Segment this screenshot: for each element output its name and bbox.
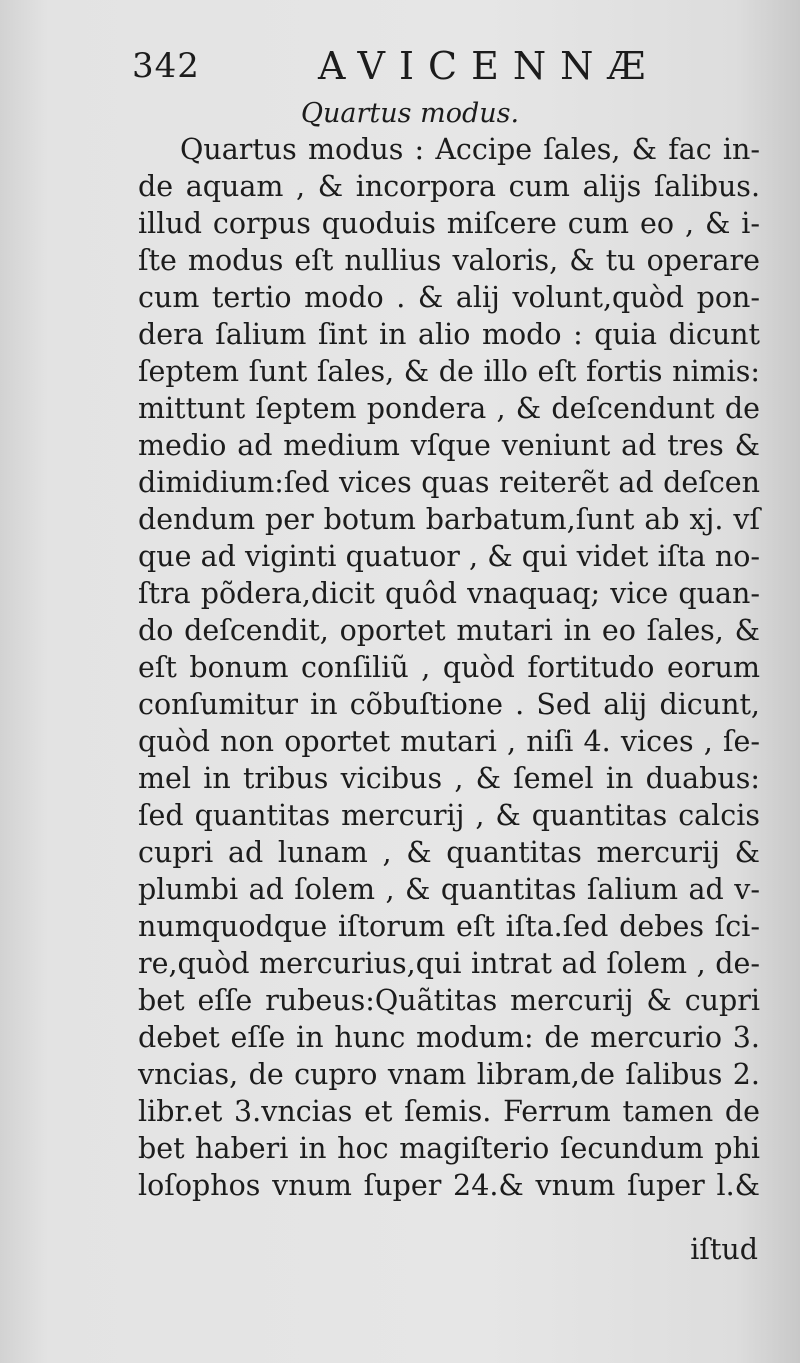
text-line: numquodque iſtorum eſt iſta.ſed debes ſci- [138,910,760,943]
text-line: debet eſſe in hunc modum: de mercurio 3. [138,1021,760,1054]
text-line: bet haberi in hoc magiſterio ſecundum phi [138,1132,760,1165]
text-line: eſt bonum conſiliũ , quòd fortitudo eorum [138,651,760,684]
text-line: illud corpus quoduis miſcere cum eo , & i- [138,207,760,240]
text-line: Quartus modus : Accipe ſales, & fac in- [180,133,760,166]
text-line: conſumitur in cõbuſtione . Sed alij dicunt, [138,688,760,721]
text-line: ſtra põdera,dicit quôd vnaquaq; vice quan- [138,577,760,610]
text-line: ſeptem ſunt ſales, & de illo eſt fortis nimis: [138,355,760,388]
text-line: de aquam , & incorpora cum alijs ſalibus. [138,170,760,203]
text-line: dimidium:ſed vices quas reiterẽt ad deſcen [138,466,760,499]
text-line: mittunt ſeptem pondera , & deſcendunt de [138,392,760,425]
text-line: dendum per botum barbatum,ſunt ab xj. vſ [138,503,760,536]
text-line: medio ad medium vſque veniunt ad tres & [138,429,760,462]
page-number: 342 [132,46,200,86]
text-line: plumbi ad ſolem , & quantitas ſalium ad v- [138,873,760,906]
text-line: cum tertio modo . & alij volunt,quòd pon- [138,281,760,314]
text-line: re,quòd mercurius,qui intrat ad ſolem , de- [138,947,760,980]
catchword: iſtud [690,1233,758,1266]
text-line: dera ſalium ſint in alio modo : quia dicunt [138,318,760,351]
running-head: AVICENNÆ [318,44,660,88]
text-line: ſed quantitas mercurij , & quantitas calcis [138,799,760,832]
section-title: Quartus modus. [300,98,520,129]
text-line: ſte modus eſt nullius valoris, & tu operare [138,244,760,277]
text-line: quòd non oportet mutari , niſi 4. vices , ſe- [138,725,760,758]
text-line: bet eſſe rubeus:Quãtitas mercurij & cupri [138,984,760,1017]
text-line: que ad viginti quatuor , & qui videt iſta no- [138,540,760,573]
text-line: loſophos vnum ſuper 24.& vnum ſuper l.& [138,1169,760,1202]
text-line: mel in tribus vicibus , & ſemel in duabus: [138,762,760,795]
text-line: cupri ad lunam , & quantitas mercurij & [138,836,760,869]
text-line: libr.et 3.vncias et ſemis. Ferrum tamen de [138,1095,760,1128]
text-line: do deſcendit, oportet mutari in eo ſales, & [138,614,760,647]
text-line: vncias, de cupro vnam libram,de ſalibus 2. [138,1058,760,1091]
